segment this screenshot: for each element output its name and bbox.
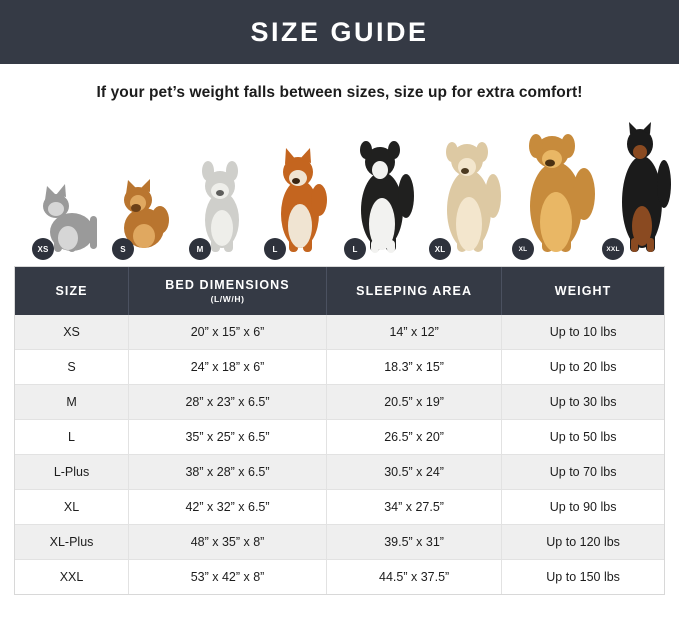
column-header-sleeping-area-label: SLEEPING AREA xyxy=(356,284,473,298)
subtitle-text: If your pet’s weight falls between sizes, size up for extra comfort! xyxy=(96,84,583,101)
cell-size: L xyxy=(15,420,129,455)
cell-sleeping-area: 26.5” x 20” xyxy=(327,420,502,455)
cell-dimensions: 53” x 42” x 8” xyxy=(129,560,327,595)
cell-dimensions: 24” x 18” x 6” xyxy=(129,350,327,385)
pet-m xyxy=(189,160,255,260)
pet-xxl xyxy=(602,124,679,260)
labrador-silhouette xyxy=(429,134,509,254)
cell-sleeping-area: 34” x 27.5” xyxy=(327,490,502,525)
badge-xl-plus: XL xyxy=(512,238,534,260)
badge-m: M xyxy=(189,238,211,260)
size-table xyxy=(15,267,664,594)
table-row xyxy=(15,560,664,595)
page-header xyxy=(0,0,679,64)
cell-dimensions: 35” x 25” x 6.5” xyxy=(129,420,327,455)
size-table-container xyxy=(14,266,665,595)
column-header-bed-dimensions xyxy=(129,267,327,315)
table-row xyxy=(15,350,664,385)
cell-dimensions: 28” x 23” x 6.5” xyxy=(129,385,327,420)
cell-sleeping-area: 14” x 12” xyxy=(327,315,502,350)
table-row xyxy=(15,525,664,560)
badge-xs: XS xyxy=(32,238,54,260)
cell-dimensions: 48” x 35” x 8” xyxy=(129,525,327,560)
table-row xyxy=(15,315,664,350)
column-header-bed-dimensions-sub: (L/W/H) xyxy=(210,294,245,304)
column-header-size-label: SIZE xyxy=(55,284,88,298)
size-table-body xyxy=(15,315,664,594)
cell-weight: Up to 120 lbs xyxy=(502,525,664,560)
cell-dimensions: 20” x 15” x 6” xyxy=(129,315,327,350)
column-header-weight xyxy=(502,267,664,315)
cell-sleeping-area: 20.5” x 19” xyxy=(327,385,502,420)
golden-retriever-silhouette xyxy=(512,128,600,254)
column-header-sleeping-area xyxy=(327,267,502,315)
border-collie-silhouette xyxy=(344,136,422,254)
cell-sleeping-area: 44.5” x 37.5” xyxy=(327,560,502,595)
cell-weight: Up to 20 lbs xyxy=(502,350,664,385)
doberman-silhouette xyxy=(602,122,679,254)
cell-weight: Up to 10 lbs xyxy=(502,315,664,350)
badge-l: L xyxy=(264,238,286,260)
badge-s: S xyxy=(112,238,134,260)
cell-size: XS xyxy=(15,315,129,350)
column-header-size xyxy=(15,267,129,315)
page-title: SIZE GUIDE xyxy=(250,16,429,47)
cell-sleeping-area: 30.5” x 24” xyxy=(327,455,502,490)
cell-weight: Up to 30 lbs xyxy=(502,385,664,420)
cell-dimensions: 38” x 28” x 6.5” xyxy=(129,455,327,490)
pet-xl-plus xyxy=(512,130,600,260)
column-header-weight-label: WEIGHT xyxy=(554,284,612,298)
cell-size: XXL xyxy=(15,560,129,595)
cell-sleeping-area: 39.5” x 31” xyxy=(327,525,502,560)
table-row xyxy=(15,420,664,455)
pet-l-plus xyxy=(344,138,422,260)
table-row xyxy=(15,490,664,525)
cell-weight: Up to 70 lbs xyxy=(502,455,664,490)
badge-l-plus: L xyxy=(344,238,366,260)
table-row xyxy=(15,455,664,490)
table-header-row xyxy=(15,267,664,315)
cell-weight: Up to 50 lbs xyxy=(502,420,664,455)
size-table-head xyxy=(15,267,664,315)
cell-size: S xyxy=(15,350,129,385)
pet-s xyxy=(112,170,174,260)
cell-size: XL xyxy=(15,490,129,525)
pet-silhouette-row xyxy=(14,120,665,260)
subtitle-container xyxy=(0,64,679,102)
cell-size: L-Plus xyxy=(15,455,129,490)
table-row xyxy=(15,385,664,420)
cell-weight: Up to 150 lbs xyxy=(502,560,664,595)
column-header-bed-dimensions-label: BED DIMENSIONS xyxy=(165,278,290,292)
cell-weight: Up to 90 lbs xyxy=(502,490,664,525)
pet-l xyxy=(264,145,336,260)
pet-xl xyxy=(429,135,509,260)
badge-xxl: XXL xyxy=(602,238,624,260)
cell-size: M xyxy=(15,385,129,420)
cell-size: XL-Plus xyxy=(15,525,129,560)
cell-dimensions: 42” x 32” x 6.5” xyxy=(129,490,327,525)
badge-xl: XL xyxy=(429,238,451,260)
pet-xs xyxy=(32,180,102,260)
cell-sleeping-area: 18.3” x 15” xyxy=(327,350,502,385)
